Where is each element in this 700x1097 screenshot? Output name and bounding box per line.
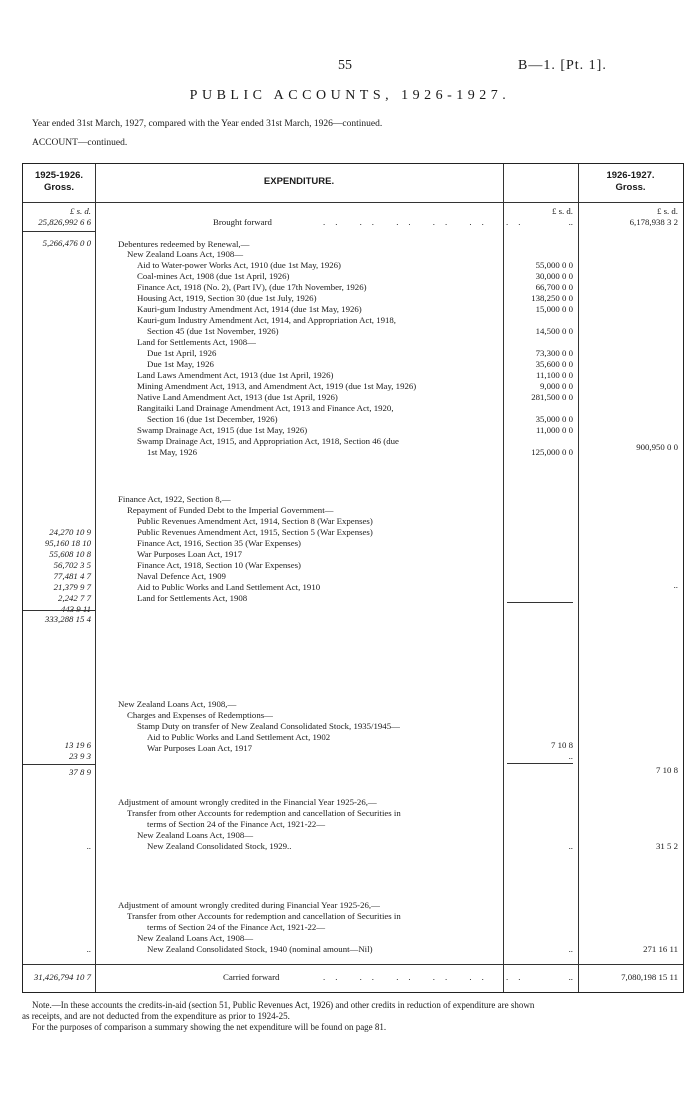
leader-dots: .. .. .. .. .. ..	[323, 217, 531, 227]
header-rule	[23, 202, 683, 203]
finance-prev-value: 56,702 3 5	[53, 560, 91, 570]
document-reference: B—1. [Pt. 1].	[518, 58, 607, 73]
leader-dots: .. .. .. .. .. ..	[323, 972, 531, 982]
col-rule-2	[503, 164, 504, 992]
debentures-amount: 66,700 0 0	[535, 282, 573, 292]
adjustment-2-line: Transfer from other Accounts for redemption and cancellation of Securities in	[127, 911, 401, 921]
debentures-amount: 35,600 0 0	[535, 359, 573, 369]
debentures-line: Section 16 (due 1st December, 1926)	[147, 414, 278, 424]
adjustment-1-line: New Zealand Consolidated Stock, 1929..	[147, 841, 292, 851]
adjustment-1-total: 31 5 2	[656, 841, 678, 851]
charges-line: Aid to Public Works and Land Settlement Act, 1902	[147, 732, 331, 742]
units-mid: £ s. d.	[551, 206, 573, 216]
adjustment-2-line: New Zealand Loans Act, 1908—	[137, 933, 254, 943]
carried-forward-rule	[23, 964, 683, 965]
adj2-mid-dots: ..	[568, 944, 573, 954]
rule	[507, 763, 573, 764]
debentures-amount: 73,300 0 0	[535, 348, 573, 358]
note-line-1: Note.—In these accounts the credits-in-aid (section 51, Public Revenues Act, 1926) and other credits in reduction of expenditure are shown	[32, 1000, 535, 1010]
account-label: ACCOUNT—continued.	[32, 138, 128, 148]
finance-line: Public Revenues Amendment Act, 1914, Section 8 (War Expenses)	[137, 516, 373, 526]
col-head-expenditure: EXPENDITURE.	[263, 176, 335, 187]
units-right: £ s. d.	[656, 206, 678, 216]
debentures-amount: 14,500 0 0	[535, 326, 573, 336]
carried-forward-right: 7,080,198 15 11	[621, 972, 678, 982]
finance-prev-value: 95,160 18 10	[44, 538, 91, 548]
col-rule-3	[578, 164, 579, 992]
finance-line: Naval Defence Act, 1909	[137, 571, 226, 581]
finance-line: Finance Act, 1922, Section 8,—	[118, 494, 231, 504]
adjustment-1-line: terms of Section 24 of the Finance Act, 1921-22—	[147, 819, 326, 829]
charges-prev-1: 13 19 6	[64, 740, 91, 750]
debentures-line: Due 1st April, 1926	[147, 348, 217, 358]
debentures-line: Native Land Amendment Act, 1913 (due 1st April, 1926)	[137, 392, 338, 402]
finance-prev-value: 443 9 11	[60, 604, 91, 614]
debentures-line: Debentures redeemed by Renewal,—	[118, 239, 250, 249]
debentures-amount: 15,000 0 0	[535, 304, 573, 314]
page-number: 55	[338, 58, 352, 73]
brought-forward-mid: ..	[568, 217, 573, 227]
charges-mid-dots: ..	[568, 751, 573, 761]
adjustment-2-line: terms of Section 24 of the Finance Act, 1921-22—	[147, 922, 326, 932]
debentures-amount: 55,000 0 0	[535, 260, 573, 270]
debentures-amount: 30,000 0 0	[535, 271, 573, 281]
debentures-line: Land for Settlements Act, 1908—	[137, 337, 256, 347]
rule	[23, 610, 95, 611]
debentures-line: Rangitaiki Land Drainage Amendment Act, 1913 and Finance Act, 1920,	[137, 403, 394, 413]
debentures-line: Aid to Water-power Works Act, 1910 (due 1st May, 1926)	[137, 260, 341, 270]
debentures-amount: 281,500 0 0	[531, 392, 573, 402]
finance-line: Land for Settlements Act, 1908	[137, 593, 248, 603]
debentures-line: Coal-mines Act, 1908 (due 1st April, 1926)	[137, 271, 290, 281]
adjustment-2-line: New Zealand Consolidated Stock, 1940 (nominal amount—Nil)	[147, 944, 373, 954]
brought-forward-label: Brought forward	[213, 217, 272, 227]
debentures-line: Housing Act, 1919, Section 30 (due 1st July, 1926)	[137, 293, 317, 303]
adj1-mid-dots: ..	[568, 841, 573, 851]
subtitle: Year ended 31st March, 1927, compared with the Year ended 31st March, 1926—continued.	[32, 119, 383, 129]
finance-prev-value: 55,608 10 8	[49, 549, 91, 559]
debentures-line: Section 45 (due 1st November, 1926)	[147, 326, 279, 336]
rule	[507, 602, 573, 603]
finance-total-dots: ..	[673, 580, 678, 590]
debentures-prev: 5,266,476 0 0	[42, 238, 91, 248]
note-line-3: For the purposes of comparison a summary showing the net expenditure will be found on page 81.	[32, 1022, 387, 1032]
rule	[23, 764, 95, 765]
brought-forward-prev: 25,826,992 6 6	[38, 217, 91, 227]
debentures-amount: 138,250 0 0	[531, 293, 573, 303]
finance-line: Finance Act, 1918, Section 10 (War Expenses)	[137, 560, 301, 570]
carried-forward-mid: ..	[568, 972, 573, 982]
carried-forward-prev: 31,426,794 10 7	[33, 972, 91, 982]
finance-prev-value: 2,242 7 7	[58, 593, 91, 603]
charges-mid: 7 10 8	[551, 740, 573, 750]
page-title: PUBLIC ACCOUNTS, 1926-1927.	[189, 88, 511, 103]
finance-line: Repayment of Funded Debt to the Imperial Government—	[127, 505, 334, 515]
adjustment-1-line: Transfer from other Accounts for redemption and cancellation of Securities in	[127, 808, 401, 818]
charges-total: 7 10 8	[656, 765, 678, 775]
rule	[23, 231, 95, 232]
debentures-amount: 125,000 0 0	[531, 447, 573, 457]
debentures-amount: 11,000 0 0	[535, 425, 573, 435]
charges-line: Charges and Expenses of Redemptions—	[127, 710, 273, 720]
debentures-line: Swamp Drainage Act, 1915 (due 1st May, 1926)	[137, 425, 308, 435]
debentures-line: Swamp Drainage Act, 1915, and Appropriation Act, 1918, Section 46 (due	[137, 436, 399, 446]
adjustment-1-line: New Zealand Loans Act, 1908—	[137, 830, 254, 840]
debentures-line: Finance Act, 1918 (No. 2), (Part IV), (due 17th November, 1926)	[137, 282, 367, 292]
charges-line: Stamp Duty on transfer of New Zealand Consolidated Stock, 1935/1945—	[137, 721, 400, 731]
debentures-line: Kauri-gum Industry Amendment Act, 1914 (due 1st May, 1926)	[137, 304, 362, 314]
charges-prev-total: 37 8 9	[69, 767, 91, 777]
note-line-2: as receipts, and are not deducted from the expenditure as prior to 1924-25.	[22, 1011, 290, 1021]
expenditure-table	[22, 163, 684, 993]
finance-prev-total: 333,288 15 4	[44, 614, 91, 624]
debentures-line: Mining Amendment Act, 1913, and Amendment Act, 1919 (due 1st May, 1926)	[137, 381, 417, 391]
adj1-prev-dots: ..	[86, 841, 91, 851]
debentures-amount: 11,100 0 0	[535, 370, 573, 380]
debentures-line: Due 1st May, 1926	[147, 359, 214, 369]
finance-line: Public Revenues Amendment Act, 1915, Section 5 (War Expenses)	[137, 527, 373, 537]
col-head-prev: 1925-1926. Gross.	[34, 170, 84, 193]
finance-line: Finance Act, 1916, Section 35 (War Expenses)	[137, 538, 301, 548]
debentures-line: Land Laws Amendment Act, 1913 (due 1st April, 1926)	[137, 370, 334, 380]
debentures-amount: 35,000 0 0	[535, 414, 573, 424]
adjustment-2-line: Adjustment of amount wrongly credited during Financial Year 1925-26,—	[118, 900, 380, 910]
adj2-prev-dots: ..	[86, 944, 91, 954]
units-prev: £ s. d.	[69, 206, 91, 216]
col-rule-1	[95, 164, 96, 992]
col-head-current: 1926-1927. Gross.	[606, 170, 655, 193]
carried-forward-label: Carried forward	[223, 972, 280, 982]
debentures-total: 900,950 0 0	[636, 442, 678, 452]
charges-line: War Purposes Loan Act, 1917	[147, 743, 253, 753]
brought-forward-right: 6,178,938 3 2	[629, 217, 678, 227]
debentures-line: New Zealand Loans Act, 1908—	[127, 249, 244, 259]
finance-prev-value: 24,270 10 9	[49, 527, 91, 537]
debentures-line: Kauri-gum Industry Amendment Act, 1914, and Appropriation Act, 1918,	[137, 315, 396, 325]
finance-prev-value: 77,481 4 7	[53, 571, 91, 581]
finance-prev-value: 21,379 9 7	[53, 582, 91, 592]
finance-line: Aid to Public Works and Land Settlement Act, 1910	[137, 582, 321, 592]
charges-prev-2: 23 9 3	[69, 751, 91, 761]
charges-line: New Zealand Loans Act, 1908,—	[118, 699, 237, 709]
debentures-amount: 9,000 0 0	[540, 381, 573, 391]
adjustment-2-total: 271 16 11	[643, 944, 678, 954]
note	[22, 1000, 682, 1033]
debentures-line: 1st May, 1926	[147, 447, 198, 457]
finance-line: War Purposes Loan Act, 1917	[137, 549, 243, 559]
adjustment-1-line: Adjustment of amount wrongly credited in the Financial Year 1925-26,—	[118, 797, 377, 807]
